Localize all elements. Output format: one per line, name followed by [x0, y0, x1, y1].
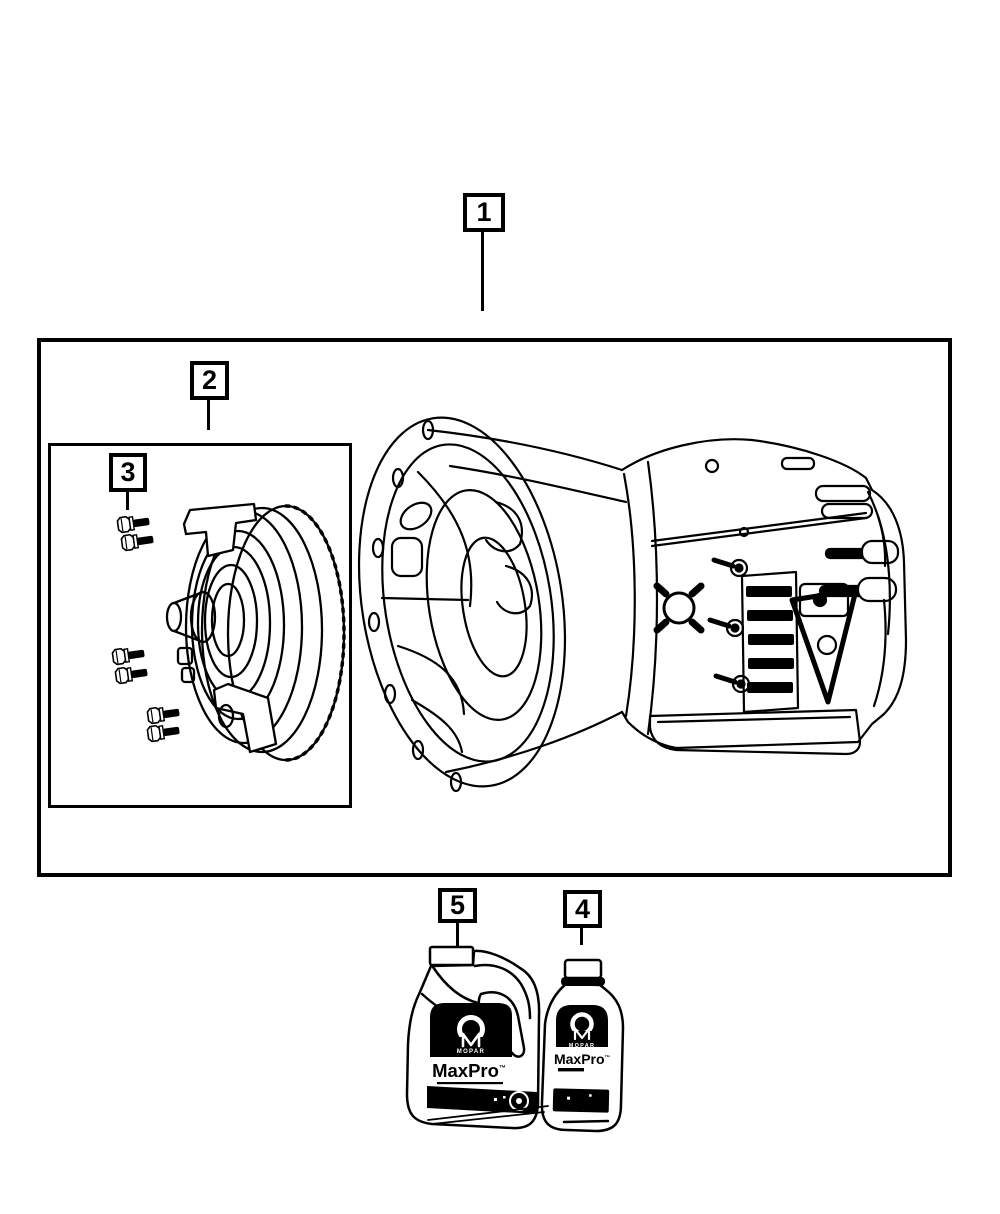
fluid-jug-drawing	[407, 947, 548, 1128]
jug-product-name: MaxPro	[432, 1060, 499, 1081]
callout-5-label: 5	[449, 890, 466, 920]
leader-line-1	[481, 231, 484, 311]
callout-4[interactable]	[563, 890, 602, 928]
callout-5[interactable]	[438, 888, 477, 923]
leader-line-4	[580, 927, 583, 945]
jug-brand-text: MOPAR	[456, 1049, 486, 1055]
fluid-quart-drawing	[542, 960, 623, 1131]
callout-3[interactable]	[109, 453, 147, 492]
leader-line-5	[456, 922, 459, 948]
quart-trademark: ™	[604, 1055, 611, 1061]
callout-3-label: 3	[120, 457, 136, 487]
quart-brand-text: MOPAR	[568, 1043, 596, 1049]
callout-2-label: 2	[201, 365, 218, 395]
jug-trademark: ™	[498, 1065, 506, 1072]
callout-2[interactable]	[190, 361, 229, 400]
quart-product-name: MaxPro	[553, 1051, 605, 1067]
callout-4-label: 4	[574, 893, 591, 924]
converter-kit-frame	[48, 443, 352, 808]
quart-product-text	[554, 1051, 610, 1067]
jug-product-text	[432, 1060, 506, 1081]
callout-1-label: 1	[476, 197, 492, 227]
leader-line-2	[207, 399, 210, 430]
callout-1[interactable]	[463, 193, 505, 232]
leader-line-3	[126, 491, 129, 510]
